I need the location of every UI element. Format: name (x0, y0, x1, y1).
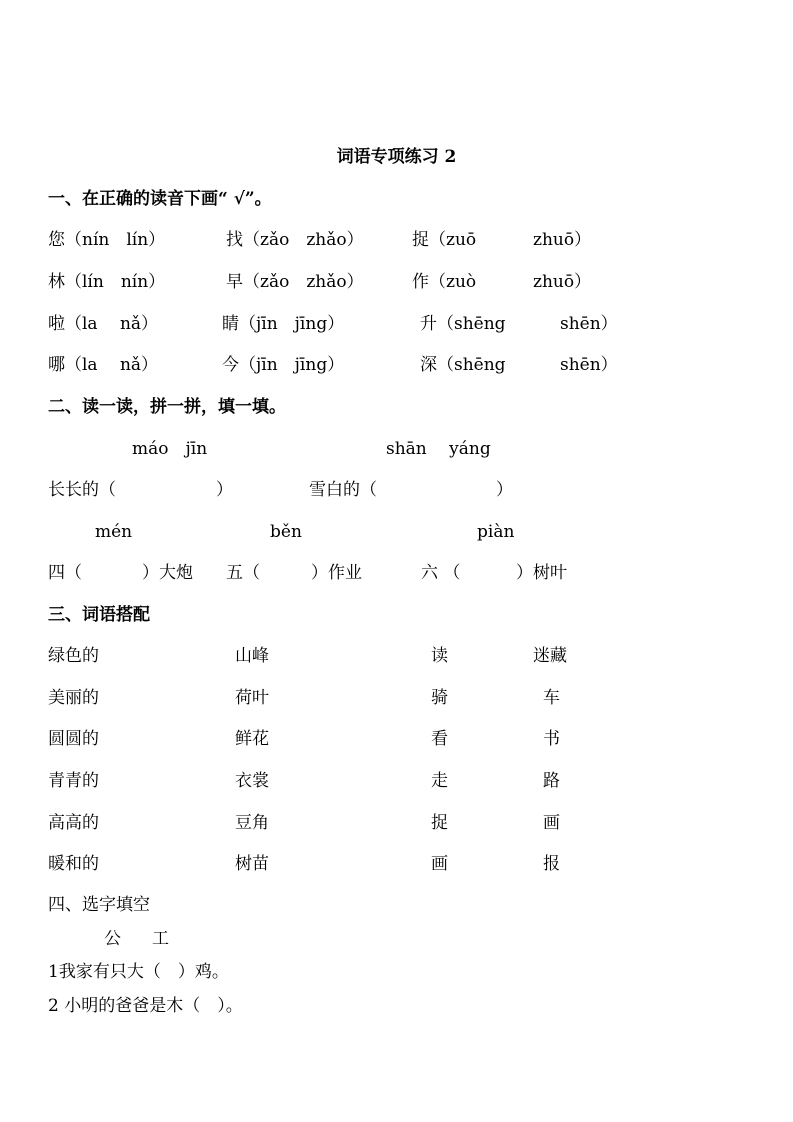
fill2-close: ） (496, 480, 513, 500)
s1-r2-c1: 林（lín nín） (48, 272, 166, 292)
s3-r6-c1: 暖和的 (48, 854, 99, 874)
fill-wu-open: 五（ (226, 563, 260, 583)
s1-r1-c4: zhuō） (533, 230, 592, 250)
fill-liu-close: ）树叶 (516, 563, 567, 583)
s1-r3-c1: 啦（la nǎ） (48, 314, 159, 334)
fill2-label: 雪白的（ (309, 480, 377, 500)
s3-r6-c2: 树苗 (235, 854, 269, 874)
s3-r5-c2: 豆角 (235, 813, 269, 833)
s3-r1-c1: 绿色的 (48, 646, 99, 666)
pinyin-maojin: máo jīn (132, 439, 208, 459)
s3-r1-c2: 山峰 (235, 646, 269, 666)
section2-heading: 二、读一读，拼一拼，填一填。 (48, 397, 286, 417)
s1-r2-c3: 作（zuò (412, 272, 477, 292)
s3-r3-c2: 鲜花 (235, 729, 269, 749)
choice-gong2: 工 (152, 929, 169, 949)
s1-r3-c2: 睛（jīn jīng） (222, 314, 345, 334)
s3-r1-c4: 迷藏 (533, 646, 567, 666)
s3-r3-c1: 圆圆的 (48, 729, 99, 749)
s1-r4-c2: 今（jīn jīng） (222, 355, 345, 375)
s3-r6-c4: 报 (543, 854, 560, 874)
s3-r3-c4: 书 (543, 729, 560, 749)
s1-r4-c1: 哪（la nǎ） (48, 355, 159, 375)
section1-heading: 一、在正确的读音下画“ √”。 (48, 189, 272, 209)
fill-si-close: ）大炮 (142, 563, 193, 583)
s1-r3-c3: 升（shēng (420, 314, 506, 334)
s1-r1-c2: 找（zǎo zhǎo） (226, 230, 364, 250)
fill1-label: 长长的（ (48, 480, 116, 500)
s3-r5-c1: 高高的 (48, 813, 99, 833)
pinyin-shanyang: shān yáng (386, 439, 491, 459)
section4-heading: 四、选字填空 (48, 895, 150, 915)
s3-r4-c2: 衣裳 (235, 771, 269, 791)
s3-r6-c3: 画 (431, 854, 448, 874)
s1-r1-c3: 捉（zuō (412, 230, 477, 250)
question-2: 2 小明的爸爸是木（ ）。 (48, 996, 243, 1016)
fill-si-open: 四（ (48, 563, 82, 583)
s3-r4-c1: 青青的 (48, 771, 99, 791)
s3-r5-c4: 画 (543, 813, 560, 833)
s3-r2-c1: 美丽的 (48, 688, 99, 708)
pinyin-men: mén (95, 522, 133, 542)
question-1: 1我家有只大（ ）鸡。 (48, 962, 229, 982)
s3-r2-c3: 骑 (431, 688, 448, 708)
pinyin-pian: piàn (477, 522, 515, 542)
s3-r3-c3: 看 (431, 729, 448, 749)
s3-r2-c2: 荷叶 (235, 688, 269, 708)
s1-r3-c4: shēn） (560, 314, 618, 334)
fill-wu-close: ）作业 (311, 563, 362, 583)
s1-r4-c3: 深（shēng (420, 355, 506, 375)
s3-r5-c3: 捉 (431, 813, 448, 833)
section3-heading: 三、词语搭配 (48, 605, 150, 625)
s1-r2-c4: zhuō） (533, 272, 592, 292)
choice-gong1: 公 (104, 929, 121, 949)
s3-r4-c4: 路 (543, 771, 560, 791)
s1-r1-c1: 您（nín lín） (48, 230, 166, 250)
s1-r4-c4: shēn） (560, 355, 618, 375)
page-title: 词语专项练习 2 (336, 147, 457, 167)
s3-r2-c4: 车 (543, 688, 560, 708)
pinyin-ben: běn (270, 522, 302, 542)
s1-r2-c2: 早（zǎo zhǎo） (226, 272, 364, 292)
s3-r4-c3: 走 (431, 771, 448, 791)
fill1-close: ） (216, 480, 233, 500)
s3-r1-c3: 读 (431, 646, 448, 666)
fill-liu-open: 六 （ (421, 563, 461, 583)
